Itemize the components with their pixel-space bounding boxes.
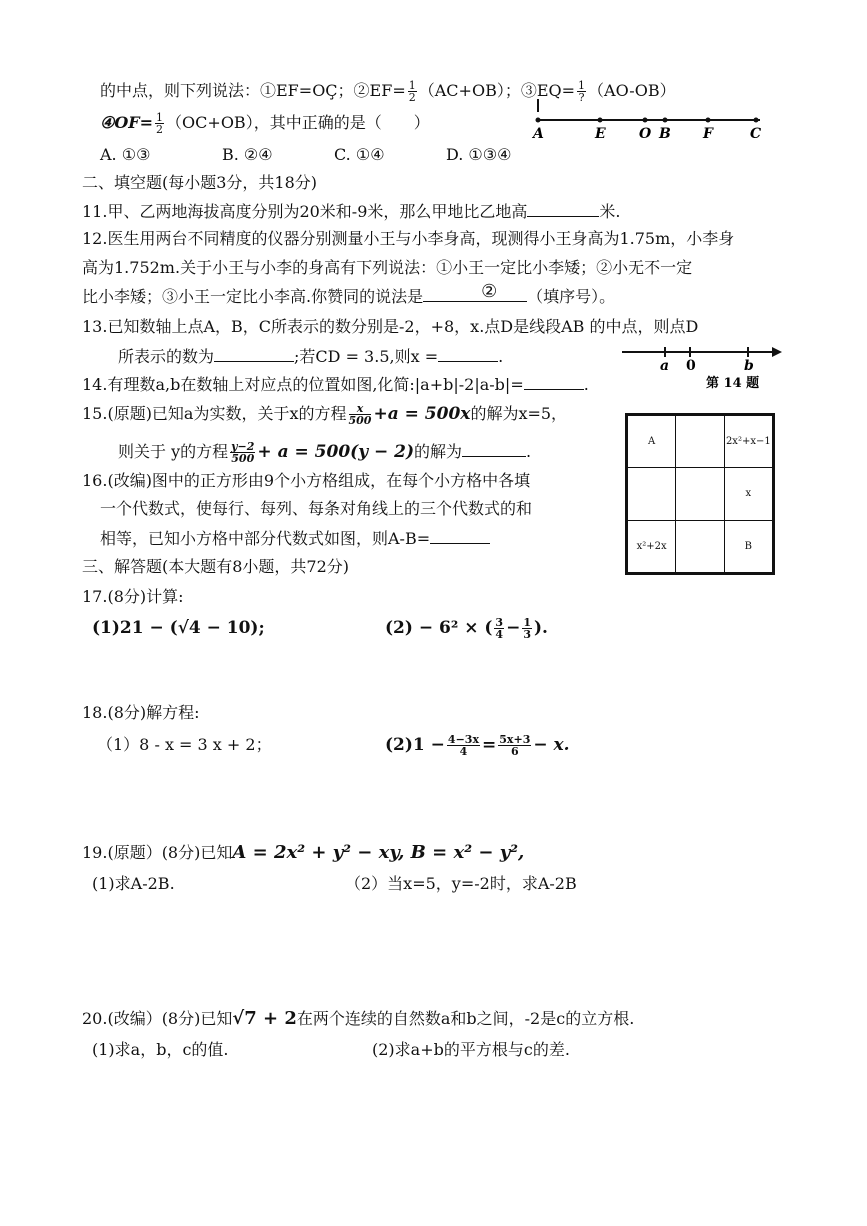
q11-answer-blank[interactable] xyxy=(527,200,599,217)
point-b-dot xyxy=(663,118,668,123)
q13-line1: 13.已知数轴上点A，B，C所表示的数分别是-2，+8，x.点D是线段AB 的中点，则点D xyxy=(82,317,699,336)
q19-formula: A = 2x² + y² − xy, B = x² − y², xyxy=(232,842,525,863)
numerator: 5x+3 xyxy=(499,733,531,746)
q10-option-b: B. ②④ xyxy=(222,145,273,164)
q16-grid-table xyxy=(627,415,773,573)
q18-fraction-1 xyxy=(447,734,480,757)
q11-text-b: 米. xyxy=(599,202,621,221)
grid-cell: B xyxy=(724,520,772,572)
q19-title xyxy=(82,842,524,864)
q14-line xyxy=(82,373,589,396)
q17-fraction-1 xyxy=(494,617,504,640)
denominator: 500 xyxy=(231,452,255,465)
q13-line2-c: . xyxy=(498,347,504,366)
q20-title-a: 20.(改编）(8分)已知 xyxy=(82,1009,233,1028)
grid-cell xyxy=(628,468,676,520)
q15-eq2-rest: + a = 500(y − 2) xyxy=(257,442,415,462)
section2-title: 二、填空题(每小题3分，共18分) xyxy=(82,173,318,192)
q14-text-b: . xyxy=(583,375,589,394)
q20-part2: (2)求a+b的平方根与c的差. xyxy=(372,1040,570,1059)
numerator: 1 xyxy=(523,616,531,629)
q15-line2-c: . xyxy=(526,442,532,461)
grid-cell: x²+2x xyxy=(628,520,676,572)
grid-cell xyxy=(676,468,724,520)
denominator: 6 xyxy=(510,745,519,758)
q14-label-b: b xyxy=(744,358,754,374)
numerator: 1 xyxy=(408,79,416,92)
q20-title-b: 在两个连续的自然数a和b之间，-2是c的立方根. xyxy=(296,1009,635,1028)
q14-answer-blank[interactable] xyxy=(524,373,584,390)
q10-line1-a: 的中点，则下列说法：①EF=OÇ；②EF= xyxy=(100,81,406,100)
q15-line1 xyxy=(82,403,567,426)
q12-handwritten-answer: ② xyxy=(481,281,498,302)
q10-option-a: A. ①③ xyxy=(100,145,151,164)
q16-line3 xyxy=(100,527,490,550)
q14-figure-caption: 第 14 题 xyxy=(706,376,760,390)
q15-line2-a: 则关于 y的方程 xyxy=(118,442,229,461)
grid-cell: x xyxy=(724,468,772,520)
q17-part2-mid: − xyxy=(506,618,521,638)
denominator: 4 xyxy=(495,628,504,641)
q13-line2 xyxy=(118,345,503,368)
label-b: B xyxy=(659,126,671,142)
q12-line2: 高为1.752m.关于小王与小李的身高有下列说法：①小王一定比小李矮；②小无不一定 xyxy=(82,258,693,277)
denominator: 500 xyxy=(348,414,372,427)
q12-line3 xyxy=(82,281,616,308)
q12-line1: 12.医生用两台不同精度的仪器分别测量小王与小李身高，现测得小王身高为1.75m，小李身 xyxy=(82,229,735,248)
q10-option-d: D. ①③④ xyxy=(446,145,512,164)
q17-part2-a: (2) − 6² × ( xyxy=(385,618,493,638)
q17-part2 xyxy=(385,617,548,640)
point-a-dot xyxy=(536,118,541,123)
numerator: 3 xyxy=(495,616,504,629)
label-o: O xyxy=(639,126,652,142)
q17-fraction-2 xyxy=(522,617,532,640)
denominator: 3 xyxy=(523,628,531,641)
q12-answer-blank[interactable] xyxy=(423,281,527,302)
q18-part1: （1）8 - x = 3 x + 2； xyxy=(97,735,272,754)
denominator: 2 xyxy=(408,91,416,104)
q17-title: 17.(8分)计算: xyxy=(82,587,184,606)
point-f-dot xyxy=(706,118,711,123)
q11-line xyxy=(82,200,621,223)
q18-part2 xyxy=(385,734,570,757)
q15-eq1-rest: +a = 500x xyxy=(373,404,471,424)
q11-text-a: 11.甲、乙两地海拔高度分别为20米和-9米，那么甲地比乙地高 xyxy=(82,202,528,221)
q16-line2: 一个代数式，使每行、每列、每条对角线上的三个代数式的和 xyxy=(100,499,533,518)
grid-row xyxy=(628,520,773,572)
label-f: F xyxy=(703,126,713,142)
q13-line2-b: ;若CD = 3.5,则x = xyxy=(294,347,439,366)
q10-fraction-1 xyxy=(408,80,417,103)
q10-line1-c: （AO-OB） xyxy=(588,81,676,100)
q15-answer-blank[interactable] xyxy=(462,440,526,457)
q10-line2-a: ④OF= xyxy=(100,113,154,132)
q19-title-a: 19.(原题）(8分)已知 xyxy=(82,843,233,862)
q10-fraction-3 xyxy=(155,112,164,135)
q18-part2-mid: = xyxy=(482,735,497,755)
point-c-dot xyxy=(754,118,759,123)
q19-part2: （2）当x=5，y=-2时，求A-2B xyxy=(345,874,577,893)
q20-part1: (1)求a，b，c的值. xyxy=(92,1040,229,1059)
grid-cell: A xyxy=(628,416,676,468)
grid-row xyxy=(628,468,773,520)
label-a: A xyxy=(533,126,544,142)
q15-line1-a: 15.(原题)已知a为实数，关于x的方程 xyxy=(82,404,347,423)
numerator: 1 xyxy=(578,79,586,92)
q18-part2-b: − x. xyxy=(533,735,570,755)
q20-formula: √7 + 2 xyxy=(232,1008,297,1029)
q10-option-c: C. ①④ xyxy=(334,145,385,164)
section3-title: 三、解答题(本大题有8小题，共72分) xyxy=(82,557,350,576)
numerator: x xyxy=(349,403,372,415)
q16-magic-square-grid xyxy=(625,413,775,575)
label-c: C xyxy=(750,126,762,142)
q14-label-a: a xyxy=(660,358,670,374)
numerator: 1 xyxy=(156,111,164,124)
q18-part2-a: (2)1 − xyxy=(385,735,445,755)
q17-part1: (1)21 − (√4 − 10); xyxy=(92,618,265,638)
q10-line2-b: （OC+OB），其中正确的是（ ） xyxy=(166,113,430,132)
q15-line1-b: 的解为x=5， xyxy=(470,404,568,423)
numerator: y−2 xyxy=(231,440,255,453)
q14-number-line-figure xyxy=(620,342,785,390)
grid-cell xyxy=(676,416,724,468)
q16-line1: 16.(改编)图中的正方形由9个小方格组成，在每个小方格中各填 xyxy=(82,471,531,490)
point-e-dot xyxy=(598,118,603,123)
q15-line2 xyxy=(118,440,531,464)
q20-title xyxy=(82,1008,634,1030)
denominator: 2 xyxy=(156,123,164,136)
point-o-dot xyxy=(643,118,648,123)
grid-cell: 2x²+x−1 xyxy=(724,416,772,468)
q14-arrow-icon xyxy=(772,347,782,357)
q13-line2-a: 所表示的数为 xyxy=(118,347,215,366)
q14-text-a: 14.有理数a,b在数轴上对应点的位置如图,化简:|a+b|-2|a-b|= xyxy=(82,375,524,394)
grid-row xyxy=(628,416,773,468)
q15-eq1-fraction xyxy=(349,403,372,426)
q18-fraction-2 xyxy=(498,734,531,757)
q19-part1: (1)求A-2B. xyxy=(92,874,175,893)
q16-answer-blank[interactable] xyxy=(430,527,490,544)
q16-line3-text: 相等，已知小方格中部分代数式如图，则A-B= xyxy=(100,529,431,548)
q17-part2-b: ). xyxy=(533,618,548,638)
denominator: ? xyxy=(578,91,585,104)
q13-answer-blank-2[interactable] xyxy=(438,345,498,362)
q10-number-line-figure xyxy=(528,96,778,142)
grid-cell xyxy=(676,520,724,572)
q13-answer-blank-1[interactable] xyxy=(214,345,294,362)
q18-title: 18.(8分)解方程: xyxy=(82,703,200,722)
q10-line2 xyxy=(100,112,430,135)
q12-line3-a: 比小李矮；③小王一定比小李高.你赞同的说法是 xyxy=(82,287,424,306)
q10-line1-b: （AC+OB）；③EQ= xyxy=(418,81,576,100)
q14-label-zero: 0 xyxy=(686,358,696,374)
q12-line3-b: （填序号）。 xyxy=(527,287,616,306)
q15-line2-b: 的解为 xyxy=(414,442,463,461)
denominator: 4 xyxy=(459,745,468,758)
numerator: 4−3x xyxy=(447,733,480,746)
q15-eq2-fraction xyxy=(230,441,255,464)
label-e: E xyxy=(595,126,606,142)
